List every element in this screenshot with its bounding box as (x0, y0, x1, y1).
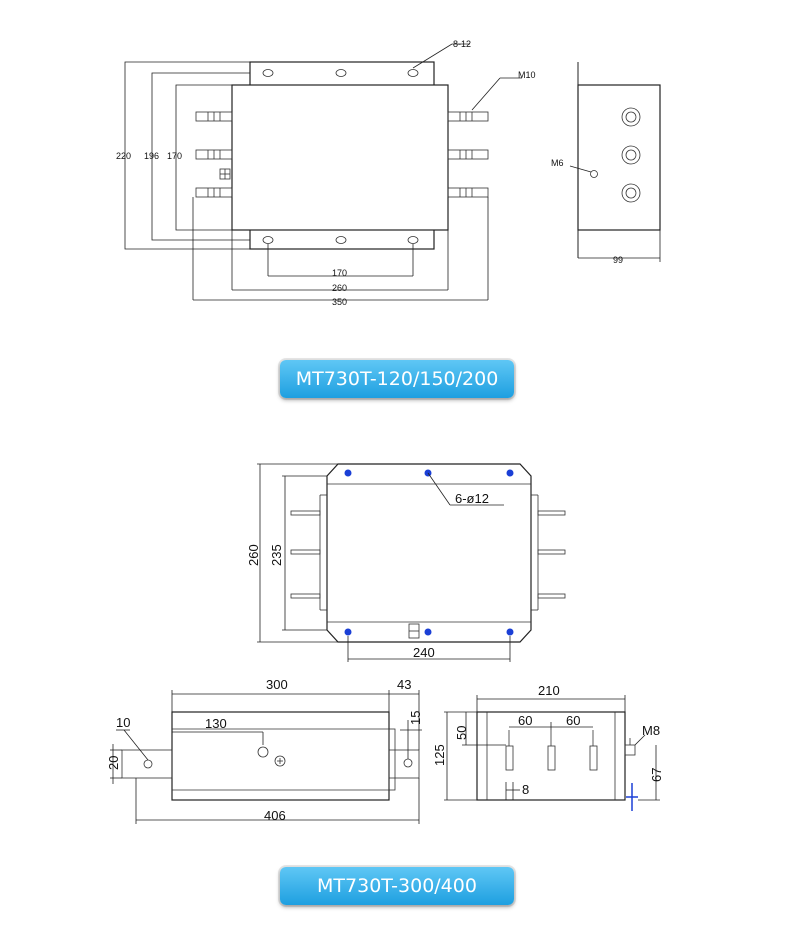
model2-w300-label: 300 (266, 677, 288, 692)
model1-h220-label: 220 (116, 151, 132, 161)
model1-w260-label: 260 (332, 283, 348, 293)
model1-top-view (125, 44, 522, 300)
model1-side-view (570, 62, 660, 262)
model1-depth-label: 99 (613, 255, 624, 265)
model1-right-terminals (448, 112, 488, 197)
model2-d15-label: 15 (408, 710, 423, 725)
model2-w240-label: 240 (413, 645, 435, 660)
model2-badge (280, 867, 514, 905)
model1-ground-label: M6 (551, 158, 564, 168)
model1-terminal-label: M10 (518, 70, 536, 80)
model2-w60a-label: 60 (518, 713, 533, 728)
model1-h170-label: 170 (167, 151, 183, 161)
model1-badge (280, 360, 514, 398)
model2-w406-label: 406 (264, 808, 286, 823)
model2-w8-label: 8 (522, 782, 530, 797)
model2-h67-label: 67 (649, 767, 664, 782)
model1-holes-label: 8-12 (453, 39, 472, 49)
model2-w130-label: 130 (205, 716, 227, 731)
model1-w350-label: 350 (332, 297, 348, 307)
model2-d20-label: 20 (106, 755, 121, 770)
model1-filter-body (232, 85, 448, 230)
model1-h196-label: 196 (144, 151, 160, 161)
model2-w210-label: 210 (538, 683, 560, 698)
model2-w60b-label: 60 (566, 713, 581, 728)
model2-d10-label: 10 (116, 715, 131, 730)
model1-left-terminals (196, 112, 232, 197)
model1-badge-label: MT730T-120/150/200 (295, 368, 499, 390)
model2-w43-label: 43 (397, 677, 412, 692)
model2-holes-label: 6-ø12 (455, 491, 489, 506)
model2-h50-label: 50 (454, 725, 469, 740)
model2-right-terminals (538, 511, 565, 598)
model2-h235-label: 235 (269, 544, 284, 566)
model1-terminal-leader (472, 78, 500, 110)
model1-w170-label: 170 (332, 268, 348, 278)
model2-front-view (110, 690, 422, 824)
model2-badge-label: MT730T-300/400 (317, 875, 477, 897)
model2-side-view (444, 695, 660, 811)
model2-h260-label: 260 (246, 544, 261, 566)
model2-ground-label: M8 (642, 723, 661, 738)
model2-left-terminals (291, 511, 320, 598)
model2-h125-label: 125 (432, 744, 447, 766)
model2-filter-body (327, 464, 531, 642)
model2-top-view (257, 464, 565, 662)
